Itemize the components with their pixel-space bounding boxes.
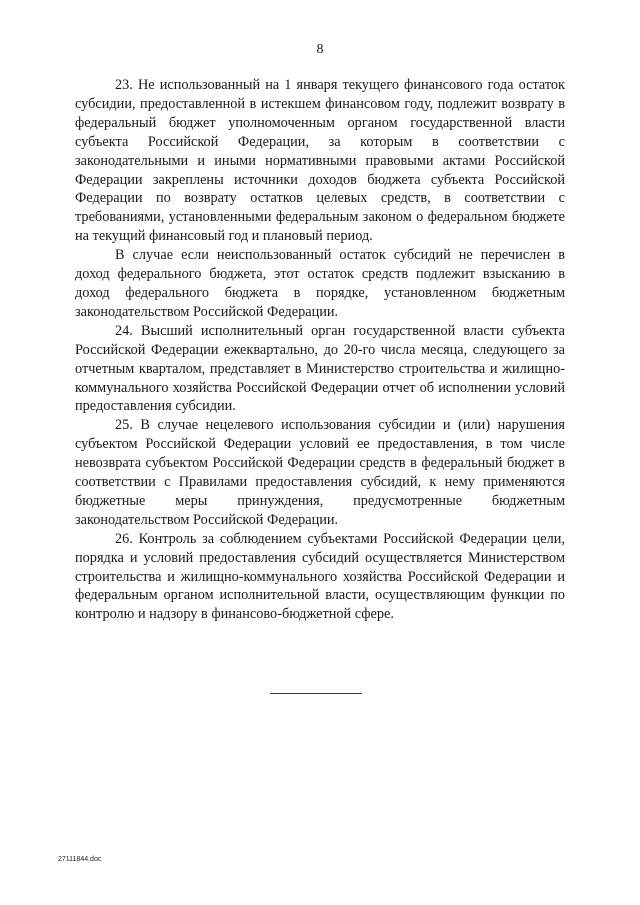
- paragraph-item-23-continued: В случае если неиспользованный остаток субсидий не перечислен в доход федерального бюджета, этот остаток средств подлежит взысканию в доход федерального бюджета в порядке, установленном бюджетным законодательством Российской Федерации.: [75, 247, 565, 320]
- file-reference: 27111844.doc: [58, 856, 102, 863]
- paragraph-item-25: 25. В случае нецелевого использования субсидии и (или) нарушения субъектом Российской Федерации условий ее предоставления, в том числе невозврата субъектом Российской Федерации средств в федеральный бюджет в соответствии с Правилами предоставления субсидий, к нему применяются бюджетные меры принуждения, предусмотренные бюджетным законодательством Российской Федерации.: [75, 417, 565, 528]
- page-number: 8: [316, 42, 324, 57]
- paragraph-item-23: 23. Не использованный на 1 января текущего финансового года остаток субсидии, предоставленной в истекшем финансовом году, подлежит возврату в федеральный бюджет уполномоченным органом государственной власти субъекта Российской Федерации, за которым в соответствии с законодательными и иными нормативными правовыми актами Российской Федерации закреплены источники доходов бюджета субъекта Российской Федерации по возврату остатков целевых средств, в соответствии с требованиями, установленными федеральным законом о федеральном бюджете на текущий финансовый год и плановый период.: [75, 77, 565, 245]
- paragraph-item-24: 24. Высший исполнительный орган государственной власти субъекта Российской Федерации ежеквартально, до 20-го числа месяца, следующего за отчетным кварталом, представляет в Министерство строительства и жилищно-коммунального хозяйства Российской Федерации отчет об исполнении условий предоставления субсидии.: [75, 322, 565, 415]
- paragraph-item-26: 26. Контроль за соблюдением субъектами Российской Федерации цели, порядка и условий предоставления субсидий осуществляется Министерством строительства и жилищно-коммунального хозяйства Российской Федерации и федеральным органом исполнительной власти, осуществляющим функции по контролю и надзору в финансово-бюджетной сфере.: [75, 530, 565, 623]
- document-body: [75, 76, 565, 624]
- closing-divider: [270, 693, 362, 694]
